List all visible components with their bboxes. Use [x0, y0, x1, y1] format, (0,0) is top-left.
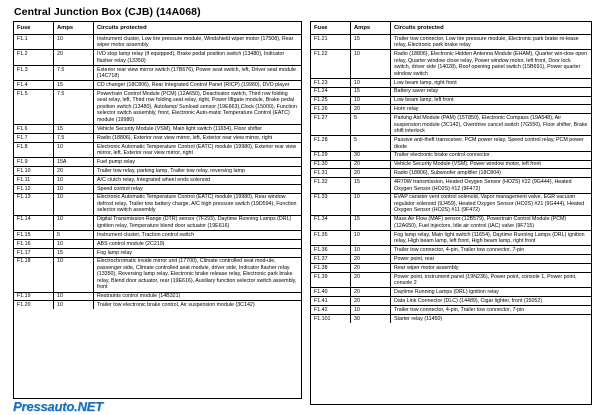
table-row — [311, 178, 591, 193]
circuits-cell: Electrochromatic inside mirror unit (17700), Climate controlled seat mod-ule, passenger side, Climate controlled seat module, driver side, Indicator flasher relay (13350), Reversing lamp relay, Electronic brake release relay, Electronic park brake relay, Blend door actuator, rear (19E616), Auxiliary function selector switch assembly, front — [94, 257, 302, 292]
amps-cell: 15A — [54, 158, 94, 167]
amps-cell: 10 — [351, 96, 391, 105]
table-row — [311, 169, 591, 178]
circuits-cell: Trailer tow relay, parking lamp, Trailer tow relay, reversing lamp — [94, 167, 302, 176]
amps-cell: 20 — [351, 255, 391, 264]
circuits-cell: Mass Air Flow (MAF) sensor (12B579), Powertrain Control Module (PCM) (12A650), Fuel injectors, Idle air control (IAC) valve (9F715) — [391, 215, 592, 230]
table-row — [311, 215, 591, 230]
table-row — [14, 239, 301, 248]
amps-cell: 20 — [54, 50, 94, 65]
table-row — [14, 65, 301, 80]
circuits-cell: Starter relay (11450) — [391, 315, 592, 323]
circuits-cell: Exterior rear view mirror switch (17B676), Power seat switch, left, Driver seat module (14C718) — [94, 65, 302, 80]
circuits-cell: ABS control module (2C219) — [94, 239, 302, 248]
table-row — [311, 87, 591, 96]
circuits-cell: Trailer tow connector, 4-pin, Trailer tow connector, 7-pin — [391, 246, 592, 255]
amps-cell: 5 — [351, 114, 391, 136]
fuse-cell: F1.29 — [311, 151, 351, 160]
fuse-cell: F1.20 — [14, 301, 54, 309]
fuse-cell: F1.30 — [311, 160, 351, 169]
fuse-cell: F1.27 — [311, 114, 351, 136]
amps-cell: 20 — [351, 105, 391, 114]
circuits-cell: Fuel pump relay — [94, 158, 302, 167]
fuse-cell: F1.11 — [14, 175, 54, 184]
table-row — [14, 257, 301, 292]
fuse-cell: F1.32 — [311, 178, 351, 193]
circuits-cell: Passive anti-theft transceiver, PCM power relay, Speed control relay, PCM power diode — [391, 136, 592, 151]
circuits-cell: Digital Transmission Range (DTR) sensor (7F293), Daytime Running Lamps (DRL) ignition relay, Temperature blend door actuator (19E616) — [94, 215, 302, 230]
amps-cell: 20 — [351, 297, 391, 306]
fuse-cell: F1.31 — [311, 169, 351, 178]
amps-cell: 10 — [54, 193, 94, 215]
amps-cell: 10 — [351, 246, 391, 255]
table-row — [14, 301, 301, 309]
fuse-cell: F1.17 — [14, 248, 54, 257]
table-header-row — [14, 22, 301, 35]
amps-cell: 20 — [351, 169, 391, 178]
table-row — [311, 306, 591, 315]
circuits-cell: Instrument cluster, Low tire pressure module, Windshield wiper motor (17508), Rear wiper motor assembly — [94, 35, 302, 50]
fuse-cell: F1.8 — [14, 142, 54, 157]
table-row — [311, 151, 591, 160]
table-row — [311, 193, 591, 215]
fuse-table-left — [13, 21, 302, 399]
amps-cell: 20 — [351, 288, 391, 297]
amps-cell: 10 — [54, 35, 94, 50]
table-row — [311, 35, 591, 50]
fuse-cell: F1.23 — [311, 78, 351, 87]
fuse-cell: F1.42 — [311, 306, 351, 315]
fuse-cell: F1.39 — [311, 273, 351, 288]
fuse-cell: F1.14 — [14, 215, 54, 230]
table-row — [14, 81, 301, 90]
fuse-cell: F1.40 — [311, 288, 351, 297]
header-fuse: Fuse — [311, 22, 351, 35]
table-row — [311, 288, 591, 297]
circuits-cell: Electronic Automatic Temperature Control (EATC) module (19980), Exterior rear view mirror, left, Exterior rear view mirror, right — [94, 142, 302, 157]
circuits-cell: Daytime Running Lamps (DRL) ignition relay — [391, 288, 592, 297]
table-row — [311, 50, 591, 78]
amps-cell: 5 — [54, 230, 94, 239]
fuse-cell: F1.6 — [14, 124, 54, 133]
amps-cell: 10 — [54, 215, 94, 230]
amps-cell: 5 — [351, 136, 391, 151]
fuse-cell: F1.4 — [14, 81, 54, 90]
header-circuits: Circuits protected — [97, 24, 147, 31]
amps-cell: 15 — [54, 248, 94, 257]
table-row — [311, 114, 591, 136]
amps-cell: 15 — [351, 87, 391, 96]
circuits-cell: Fog lamp relay, Main light switch (11654), Daytime Running Lamps (DRL) ignition relay, High beam lamp, left front, High beam lamp, right front — [391, 230, 592, 245]
amps-cell: 30 — [351, 151, 391, 160]
header-fuse: Fuse — [14, 22, 54, 35]
circuits-cell: Radio (18806), Electronic Hidden Antenna Module (EHAM), Quarter win-dow open relay, Quarter window close relay, Power window motor, left front, Door lock switch, driver side (14028), Roof opening panel switch (15B691), Power quarter window switch — [391, 50, 592, 78]
amps-cell: 20 — [351, 160, 391, 169]
table-row — [311, 315, 591, 323]
table-row — [311, 105, 591, 114]
circuits-cell: Horn relay — [391, 105, 592, 114]
table-row — [14, 90, 301, 125]
circuits-cell: 4R70W transmission, Heated Oxygen Sensor (HO2S) #22 (9G444), Heated Oxygen Sensor (HO2S) #12 (9F472) — [391, 178, 592, 193]
table-row — [311, 230, 591, 245]
amps-cell: 15 — [351, 178, 391, 193]
fuse-cell: F1.5 — [14, 90, 54, 125]
fuse-cell: F1.10 — [14, 167, 54, 176]
amps-cell: 10 — [351, 193, 391, 215]
table-row — [14, 50, 301, 65]
amps-cell: 15 — [54, 124, 94, 133]
amps-cell: 10 — [351, 230, 391, 245]
fuse-cell: F1.41 — [311, 297, 351, 306]
header-amps: Amps — [54, 22, 94, 35]
fuse-cell: F1.9 — [14, 158, 54, 167]
circuits-cell: Restraints control module (14B321) — [94, 292, 302, 301]
amps-cell: 10 — [54, 175, 94, 184]
amps-cell: 10 — [54, 184, 94, 193]
table-row — [14, 133, 301, 142]
circuits-cell: Powertrain Control Module (PCM) (12A650), Deactivator switch, Third row folding seat relay, left, Third row folding seat relay, right, Power liftgate module, Brake pedal position switch (13480), Autolamp/ Sunload sensor (19E663),Clock (15000), Function selector switch assembly, front, Electronic Auto-matic Temperature Control (EATC) module (19980) — [94, 90, 302, 125]
table-row — [14, 248, 301, 257]
watermark-brand: Pressauto.NET — [13, 399, 103, 414]
amps-cell: 20 — [351, 264, 391, 273]
circuits-cell: Power point, rear — [391, 255, 592, 264]
fuse-cell: F1.26 — [311, 105, 351, 114]
fuse-cell: F1.25 — [311, 96, 351, 105]
table-row — [311, 297, 591, 306]
circuits-cell: IVD stop lamp relay (if equipped), Brake pedal position switch (13480), Indicator flasher relay (13350) — [94, 50, 302, 65]
table-row — [311, 264, 591, 273]
fuse-cell: F1.2 — [14, 50, 54, 65]
circuits-cell: Trailer tow connector, 4-pin, Trailer tow connector, 7-pin — [391, 306, 592, 315]
circuits-cell: Vehicle Security Module (VSM), Power window motor, left front — [391, 160, 592, 169]
table-row — [311, 78, 591, 87]
circuits-cell: Instrument cluster, Traction control switch — [94, 230, 302, 239]
circuits-cell: Data Link Connector (DLC) (14489), Cigar lighter, front (15052) — [391, 297, 592, 306]
fuse-cell: F1.19 — [14, 292, 54, 301]
fuse-cell: F1.101 — [311, 315, 351, 323]
amps-cell: 20 — [54, 167, 94, 176]
circuits-cell: Low beam lamp, right front — [391, 78, 592, 87]
circuits-cell: Fog lamp relay — [94, 248, 302, 257]
table-row — [14, 215, 301, 230]
amps-cell: 7.5 — [54, 65, 94, 80]
fuse-cell: F1.28 — [311, 136, 351, 151]
header-amps: Amps — [351, 22, 391, 35]
circuits-cell: Rear wiper motor assembly — [391, 264, 592, 273]
table-row — [14, 184, 301, 193]
fuse-cell: F1.38 — [311, 264, 351, 273]
amps-cell: 15 — [54, 81, 94, 90]
circuits-cell: Power point, instrument panel (19N236), Power point, console 1, Power point, console 2 — [391, 273, 592, 288]
amps-cell: 7.5 — [54, 133, 94, 142]
table-row — [14, 175, 301, 184]
amps-cell: 30 — [351, 315, 391, 323]
fuse-cell: F1.12 — [14, 184, 54, 193]
circuits-cell: Trailer tow connector, Low tire pressure module, Electronic park brake re-lease relay, Electronic park brake relay — [391, 35, 592, 50]
amps-cell: 10 — [54, 301, 94, 309]
fuse-cell: F1.34 — [311, 215, 351, 230]
fuse-table-right — [310, 21, 592, 405]
table-row — [14, 124, 301, 133]
table-row — [14, 158, 301, 167]
amps-cell: 10 — [54, 257, 94, 292]
circuits-cell: EVAP canister vent control solenoid, Vapor management valve, EGR vacuum regulator solenoid (9J459), Heated Oxygen Sensor (HO2S) #21 (9G444), Heated Oxygen Sensor (HO2S) #11 (9F472) — [391, 193, 592, 215]
amps-cell: 7.5 — [54, 90, 94, 125]
amps-cell: 10 — [351, 306, 391, 315]
fuse-cell: F1.36 — [311, 246, 351, 255]
header-circuits: Circuits protected — [394, 24, 444, 31]
fuse-cell: F1.33 — [311, 193, 351, 215]
circuits-cell: Vehicle Security Module (VSM), Main light switch (11654), Floor shifter — [94, 124, 302, 133]
fuse-cell: F1.13 — [14, 193, 54, 215]
table-row — [14, 292, 301, 301]
amps-cell: 10 — [351, 50, 391, 78]
fuse-cell: F1.37 — [311, 255, 351, 264]
fuse-cell: F1.15 — [14, 230, 54, 239]
fuse-cell: F1.22 — [311, 50, 351, 78]
table-row — [14, 142, 301, 157]
table-header-row — [311, 22, 591, 35]
circuits-cell: Electronic Automatic Temperature Control (EATC) module (19980), Rear window defrost relay, Trailer tow battery charge, A/C high pressure switch (19D594), Function selector switch assembly — [94, 193, 302, 215]
circuits-cell: A/C clutch relay, Integrated wheel ends solenoid — [94, 175, 302, 184]
fuse-cell: F1.35 — [311, 230, 351, 245]
table-row — [311, 255, 591, 264]
circuits-cell: Parking Aid Module (PAM) (15T850), Electronic Compass (19A548), Air suspension module (3C142), Overdrive cancel switch (7G550), Floor shifter, Brake shift interlock — [391, 114, 592, 136]
fuse-cell: F1.3 — [14, 65, 54, 80]
table-row — [311, 273, 591, 288]
table-row — [14, 230, 301, 239]
circuits-cell: Battery saver relay — [391, 87, 592, 96]
amps-cell: 20 — [351, 273, 391, 288]
table-row — [311, 96, 591, 105]
amps-cell: 10 — [54, 142, 94, 157]
fuse-cell: F1.24 — [311, 87, 351, 96]
amps-cell: 15 — [351, 215, 391, 230]
fuse-cell: F1.1 — [14, 35, 54, 50]
table-row — [14, 35, 301, 50]
fuse-cell: F1.16 — [14, 239, 54, 248]
table-row — [311, 160, 591, 169]
circuits-cell: Trailer tow electronic brake control, Air suspension module (3C142) — [94, 301, 302, 309]
table-row — [14, 193, 301, 215]
fuse-cell: F1.18 — [14, 257, 54, 292]
circuits-cell: Low beam lamp, left front — [391, 96, 592, 105]
circuits-cell: Trailer electronic brake control connector — [391, 151, 592, 160]
page-title: Central Junction Box (CJB) (14A068) — [14, 6, 201, 18]
circuits-cell: Speed control relay — [94, 184, 302, 193]
amps-cell: 10 — [351, 78, 391, 87]
circuits-cell: CD changer (18C806), Rear Integrated Control Panel (RICP) (19980), DVD player — [94, 81, 302, 90]
amps-cell: 15 — [351, 35, 391, 50]
fuse-cell: F1.7 — [14, 133, 54, 142]
table-row — [14, 167, 301, 176]
amps-cell: 10 — [54, 239, 94, 248]
fuse-cell: F1.21 — [311, 35, 351, 50]
circuits-cell: Radio (18806), Exterior rear view mirror, left, Exterior rear view mirror, right — [94, 133, 302, 142]
table-row — [311, 136, 591, 151]
circuits-cell: Radio (18806), Subwoofer amplifier (18C804) — [391, 169, 592, 178]
amps-cell: 10 — [54, 292, 94, 301]
table-row — [311, 246, 591, 255]
